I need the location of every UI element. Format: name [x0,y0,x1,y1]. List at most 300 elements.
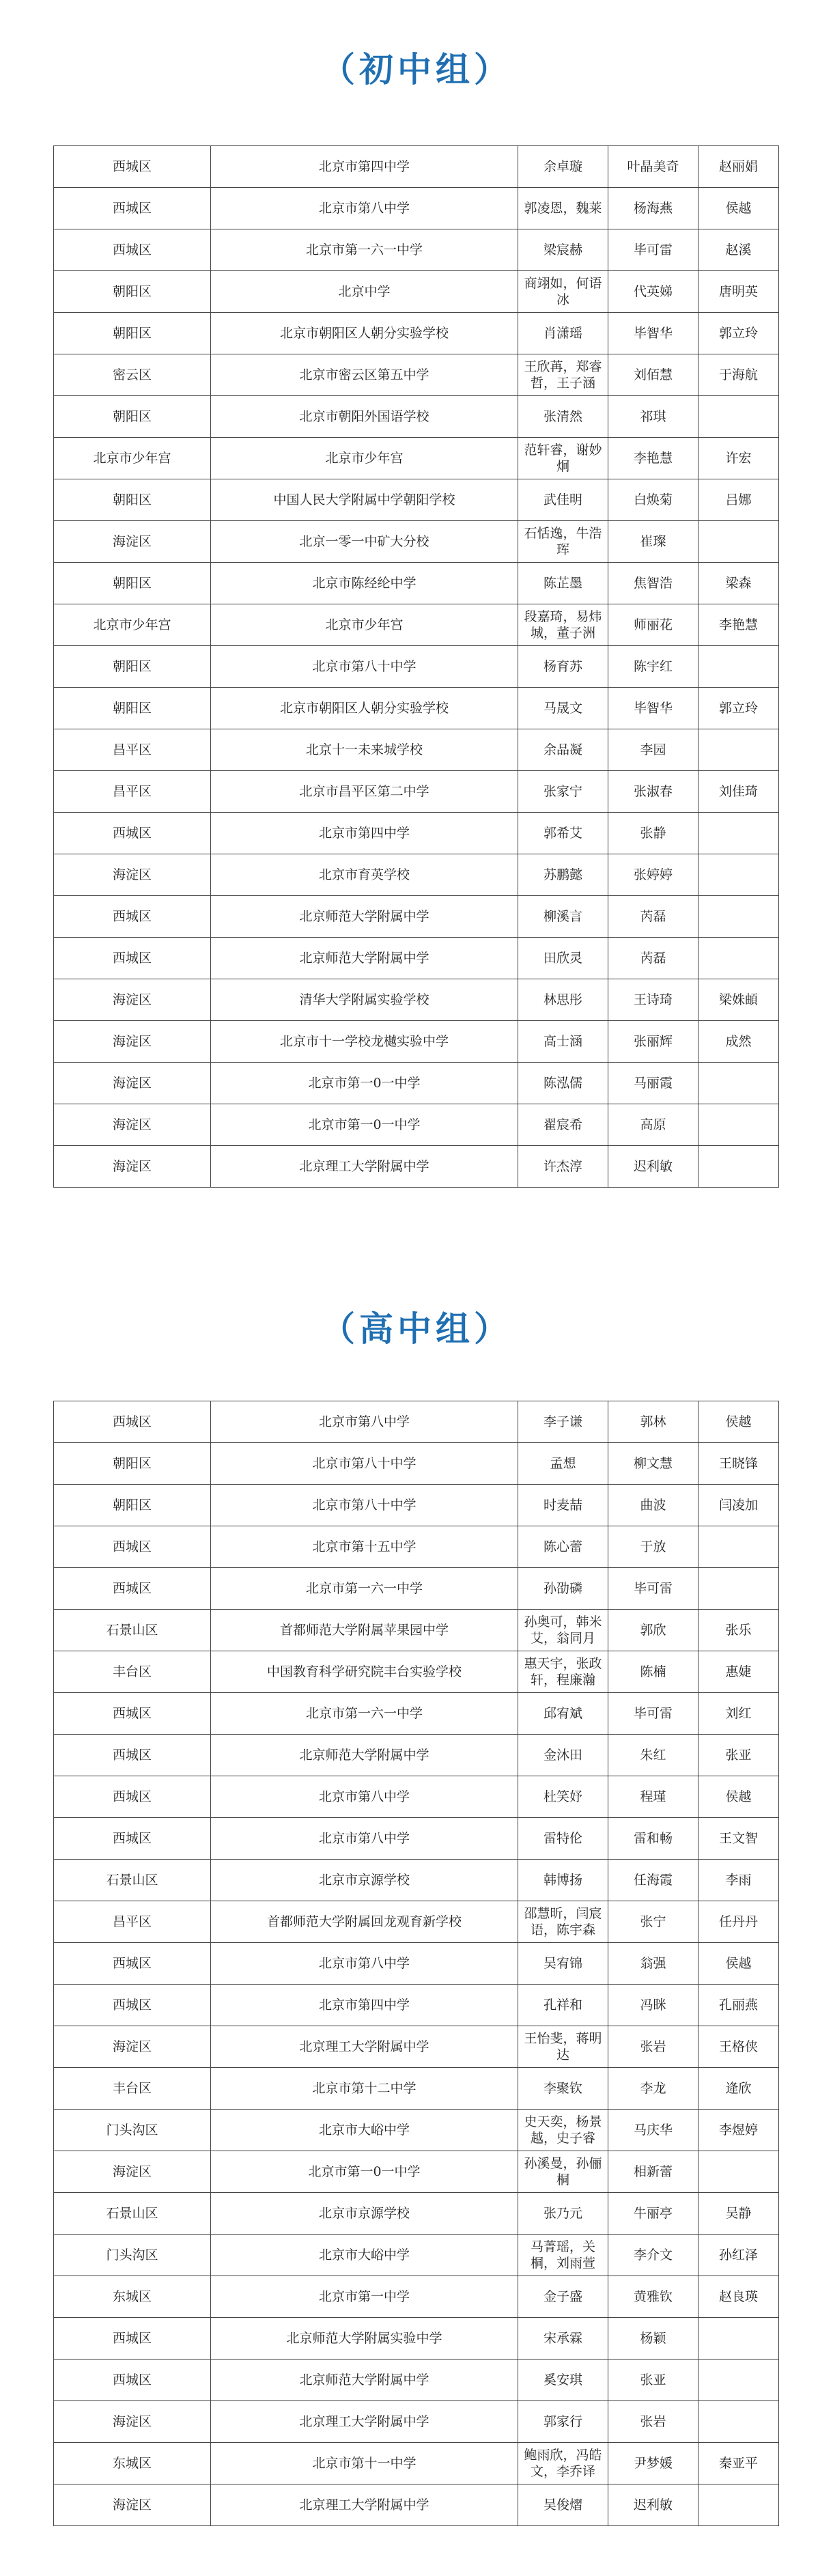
student-cell: 许杰淳 [518,1146,608,1188]
teacher-cell: 任海霞 [608,1860,698,1901]
student-cell: 时麦喆 [518,1485,608,1526]
district-cell: 西城区 [54,229,211,271]
table-row [54,2443,779,2484]
district-cell: 海淀区 [54,2151,211,2193]
table-row [54,563,779,604]
school-cell: 中国教育科学研究院丰台实验学校 [211,1651,518,1693]
teacher-cell: 雷和畅 [608,1818,698,1860]
teacher2-cell: 惠婕 [698,1651,779,1693]
student-cell: 郭希艾 [518,813,608,854]
district-cell: 西城区 [54,146,211,188]
teacher-cell: 崔璨 [608,521,698,563]
district-cell: 西城区 [54,1735,211,1776]
teacher-cell: 张丽辉 [608,1021,698,1063]
table-row [54,1443,779,1485]
teacher2-cell: 刘红 [698,1693,779,1735]
table-row [54,2068,779,2110]
teacher-cell: 师丽花 [608,604,698,646]
table-row [54,1943,779,1985]
student-cell: 王怡斐，蒋明达 [518,2026,608,2068]
school-cell: 北京市第一六一中学 [211,229,518,271]
student-cell: 马菁瑶，关桐，刘雨萱 [518,2235,608,2276]
teacher-cell: 陈楠 [608,1651,698,1693]
school-cell: 北京师范大学附属中学 [211,896,518,938]
table-row [54,688,779,729]
teacher-cell: 高原 [608,1104,698,1146]
school-cell: 北京市第一中学 [211,2276,518,2318]
student-cell: 惠天宇，张政轩，程廉瀚 [518,1651,608,1693]
student-cell: 商翊如，何语冰 [518,271,608,313]
teacher2-cell: 郭立玲 [698,688,779,729]
teacher2-cell: 闫凌加 [698,1485,779,1526]
teacher-cell: 郭欣 [608,1610,698,1651]
school-cell: 中国人民大学附属中学朝阳学校 [211,479,518,521]
teacher-cell: 毕可雷 [608,229,698,271]
teacher2-cell [698,2318,779,2360]
student-cell: 田欣灵 [518,938,608,979]
district-cell: 海淀区 [54,521,211,563]
teacher-cell: 张淑春 [608,771,698,813]
table-row [54,2235,779,2276]
table-row [54,1485,779,1526]
student-cell: 宋承霖 [518,2318,608,2360]
teacher-cell: 牛丽亭 [608,2193,698,2235]
teacher-cell: 朱红 [608,1735,698,1776]
student-cell: 杨育苏 [518,646,608,688]
student-cell: 柳溪言 [518,896,608,938]
student-cell: 苏鹏懿 [518,854,608,896]
district-cell: 朝阳区 [54,1485,211,1526]
teacher-cell: 迟利敏 [608,1146,698,1188]
school-cell: 北京市第一六一中学 [211,1693,518,1735]
teacher-cell: 祁琪 [608,396,698,438]
table-row [54,1021,779,1063]
school-cell: 北京市第一0一中学 [211,2151,518,2193]
teacher-cell: 李园 [608,729,698,771]
school-cell: 北京市第十一中学 [211,2443,518,2484]
student-cell: 肖潇瑶 [518,313,608,354]
district-cell: 海淀区 [54,1104,211,1146]
table-row [54,1860,779,1901]
district-cell: 北京市少年宫 [54,604,211,646]
district-cell: 西城区 [54,1776,211,1818]
school-cell: 北京市第一六一中学 [211,1568,518,1610]
school-cell: 北京市第十五中学 [211,1526,518,1568]
table-row [54,646,779,688]
student-cell: 邱宥斌 [518,1693,608,1735]
school-cell: 首都师范大学附属苹果园中学 [211,1610,518,1651]
student-cell: 段嘉琦，易炜城，董子洲 [518,604,608,646]
junior-section-title: （初中组） [321,50,512,89]
student-cell: 武佳明 [518,479,608,521]
teacher-cell: 李龙 [608,2068,698,2110]
teacher2-cell: 王文智 [698,1818,779,1860]
teacher-cell: 尹梦媛 [608,2443,698,2484]
school-cell: 北京市第八十中学 [211,646,518,688]
student-cell: 孙奥可，韩米艾，翁同月 [518,1610,608,1651]
teacher-cell: 张静 [608,813,698,854]
teacher-cell: 毕智华 [608,688,698,729]
student-cell: 奚安琪 [518,2360,608,2401]
district-cell: 朝阳区 [54,396,211,438]
district-cell: 西城区 [54,2360,211,2401]
table-row [54,354,779,396]
teacher-cell: 芮磊 [608,938,698,979]
district-cell: 朝阳区 [54,313,211,354]
table-row [54,188,779,229]
teacher2-cell [698,896,779,938]
table-row [54,479,779,521]
teacher-cell: 张亚 [608,2360,698,2401]
district-cell: 西城区 [54,1693,211,1735]
teacher-cell: 曲波 [608,1485,698,1526]
table-row [54,271,779,313]
teacher2-cell [698,1063,779,1104]
teacher2-cell: 张乐 [698,1610,779,1651]
teacher2-cell [698,1104,779,1146]
student-cell: 余品凝 [518,729,608,771]
district-cell: 海淀区 [54,1021,211,1063]
school-cell: 北京理工大学附属中学 [211,2401,518,2443]
school-cell: 北京师范大学附属中学 [211,2360,518,2401]
district-cell: 海淀区 [54,979,211,1021]
school-cell: 北京市第八十中学 [211,1443,518,1485]
student-cell: 翟宸希 [518,1104,608,1146]
teacher-cell: 杨海燕 [608,188,698,229]
teacher2-cell: 许宏 [698,438,779,479]
school-cell: 北京市育英学校 [211,854,518,896]
teacher2-cell [698,813,779,854]
student-cell: 林思彤 [518,979,608,1021]
district-cell: 西城区 [54,938,211,979]
school-cell: 北京中学 [211,271,518,313]
district-cell: 石景山区 [54,2193,211,2235]
teacher2-cell [698,729,779,771]
teacher-cell: 迟利敏 [608,2484,698,2526]
school-cell: 北京市少年宫 [211,438,518,479]
teacher-cell: 李介文 [608,2235,698,2276]
table-row [54,771,779,813]
student-cell: 陈心蕾 [518,1526,608,1568]
student-cell: 鲍雨欣，冯皓文，李乔译 [518,2443,608,2484]
teacher2-cell: 赵溪 [698,229,779,271]
school-cell: 北京市朝阳外国语学校 [211,396,518,438]
teacher2-cell: 孙红泽 [698,2235,779,2276]
student-cell: 孙溪曼，孙俪桐 [518,2151,608,2193]
district-cell: 东城区 [54,2276,211,2318]
table-row [54,1651,779,1693]
table-row [54,1693,779,1735]
table-row [54,1401,779,1443]
table-row [54,938,779,979]
table-row [54,1104,779,1146]
teacher-cell: 芮磊 [608,896,698,938]
district-cell: 朝阳区 [54,646,211,688]
school-cell: 北京师范大学附属中学 [211,938,518,979]
school-cell: 北京市第四中学 [211,813,518,854]
teacher2-cell: 赵良瑛 [698,2276,779,2318]
table-row [54,1901,779,1943]
school-cell: 北京市第一0一中学 [211,1104,518,1146]
school-cell: 北京市大峪中学 [211,2110,518,2151]
district-cell: 昌平区 [54,1901,211,1943]
school-cell: 北京市第四中学 [211,1985,518,2026]
district-cell: 西城区 [54,896,211,938]
teacher2-cell: 侯越 [698,1776,779,1818]
teacher-cell: 马丽霞 [608,1063,698,1104]
table-row [54,146,779,188]
table-row [54,396,779,438]
student-cell: 孟想 [518,1443,608,1485]
table-row [54,2193,779,2235]
student-cell: 马晟文 [518,688,608,729]
table-row [54,1146,779,1188]
teacher2-cell: 刘佳琦 [698,771,779,813]
table-row [54,729,779,771]
district-cell: 海淀区 [54,854,211,896]
district-cell: 北京市少年宫 [54,438,211,479]
teacher2-cell: 王晓锋 [698,1443,779,1485]
teacher2-cell: 梁森 [698,563,779,604]
student-cell: 王欣苒，郑睿哲，王子涵 [518,354,608,396]
teacher2-cell: 李艳慧 [698,604,779,646]
district-cell: 丰台区 [54,2068,211,2110]
teacher2-cell [698,1568,779,1610]
teacher2-cell [698,854,779,896]
table-row [54,854,779,896]
student-cell: 雷特伦 [518,1818,608,1860]
teacher2-cell [698,1146,779,1188]
student-cell: 石恬逸，牛浩珲 [518,521,608,563]
student-cell: 杜笑妤 [518,1776,608,1818]
school-cell: 北京市第八中学 [211,1943,518,1985]
student-cell: 孔祥和 [518,1985,608,2026]
table-row [54,1735,779,1776]
district-cell: 西城区 [54,1985,211,2026]
teacher2-cell: 孔丽燕 [698,1985,779,2026]
table-row [54,2276,779,2318]
school-cell: 北京市第十二中学 [211,2068,518,2110]
student-cell: 郭家行 [518,2401,608,2443]
student-cell: 张家宁 [518,771,608,813]
teacher-cell: 毕智华 [608,313,698,354]
teacher-cell: 冯眯 [608,1985,698,2026]
student-cell: 余卓璇 [518,146,608,188]
teacher-cell: 毕可雷 [608,1568,698,1610]
table-row [54,1776,779,1818]
teacher2-cell [698,2401,779,2443]
teacher-cell: 黄雅钦 [608,2276,698,2318]
student-cell: 李子谦 [518,1401,608,1443]
table-row [54,438,779,479]
school-cell: 北京市第四中学 [211,146,518,188]
teacher-cell: 张岩 [608,2026,698,2068]
school-cell: 北京十一未来城学校 [211,729,518,771]
teacher-cell: 张宁 [608,1901,698,1943]
student-cell: 韩博扬 [518,1860,608,1901]
district-cell: 西城区 [54,1818,211,1860]
table-row [54,313,779,354]
student-cell: 金沐田 [518,1735,608,1776]
school-cell: 北京市昌平区第二中学 [211,771,518,813]
teacher-cell: 刘佰慧 [608,354,698,396]
district-cell: 门头沟区 [54,2235,211,2276]
table-row [54,2026,779,2068]
teacher2-cell: 侯越 [698,1401,779,1443]
table-row [54,813,779,854]
teacher-cell: 陈宇红 [608,646,698,688]
teacher2-cell [698,646,779,688]
table-row [54,2151,779,2193]
teacher2-cell: 梁姝頔 [698,979,779,1021]
district-cell: 朝阳区 [54,688,211,729]
school-cell: 北京市第八十中学 [211,1485,518,1526]
table-row [54,604,779,646]
district-cell: 海淀区 [54,1063,211,1104]
table-row [54,2318,779,2360]
district-cell: 朝阳区 [54,563,211,604]
school-cell: 北京市第一0一中学 [211,1063,518,1104]
teacher2-cell: 王格侠 [698,2026,779,2068]
school-cell: 北京市密云区第五中学 [211,354,518,396]
student-cell: 高士涵 [518,1021,608,1063]
school-cell: 北京市第八中学 [211,188,518,229]
teacher-cell: 代英娣 [608,271,698,313]
teacher2-cell: 任丹丹 [698,1901,779,1943]
teacher-cell: 郭林 [608,1401,698,1443]
school-cell: 北京市朝阳区人朝分实验学校 [211,313,518,354]
district-cell: 西城区 [54,188,211,229]
district-cell: 石景山区 [54,1860,211,1901]
table-row [54,229,779,271]
student-cell: 孙劭磷 [518,1568,608,1610]
table-row [54,979,779,1021]
teacher-cell: 马庆华 [608,2110,698,2151]
district-cell: 海淀区 [54,2401,211,2443]
school-cell: 北京一零一中矿大分校 [211,521,518,563]
school-cell: 北京市第八中学 [211,1818,518,1860]
teacher2-cell [698,396,779,438]
teacher-cell: 张岩 [608,2401,698,2443]
student-cell: 吴宥锦 [518,1943,608,1985]
teacher-cell: 相新蕾 [608,2151,698,2193]
table-row [54,1610,779,1651]
student-cell: 陈芷墨 [518,563,608,604]
school-cell: 清华大学附属实验学校 [211,979,518,1021]
teacher2-cell [698,521,779,563]
table-row [54,521,779,563]
teacher-cell: 于放 [608,1526,698,1568]
student-cell: 郭凌恩，魏莱 [518,188,608,229]
teacher2-cell: 秦亚平 [698,2443,779,2484]
junior-roster-table [53,145,779,1188]
table-row [54,2360,779,2401]
student-cell: 梁宸赫 [518,229,608,271]
school-cell: 北京市少年宫 [211,604,518,646]
district-cell: 西城区 [54,1401,211,1443]
district-cell: 昌平区 [54,771,211,813]
senior-roster-table [53,1401,779,2526]
table-row [54,2484,779,2526]
table-row [54,1063,779,1104]
teacher-cell: 杨颖 [608,2318,698,2360]
table-row [54,2401,779,2443]
teacher-cell: 柳文慧 [608,1443,698,1485]
teacher2-cell: 吕娜 [698,479,779,521]
district-cell: 丰台区 [54,1651,211,1693]
school-cell: 北京市陈经纶中学 [211,563,518,604]
school-cell: 北京理工大学附属中学 [211,2026,518,2068]
school-cell: 北京市朝阳区人朝分实验学校 [211,688,518,729]
district-cell: 西城区 [54,2318,211,2360]
teacher2-cell [698,2360,779,2401]
school-cell: 北京理工大学附属中学 [211,2484,518,2526]
teacher2-cell [698,2484,779,2526]
district-cell: 海淀区 [54,1146,211,1188]
student-cell: 陈泓儒 [518,1063,608,1104]
student-cell: 吴俊熠 [518,2484,608,2526]
district-cell: 密云区 [54,354,211,396]
teacher2-cell: 成然 [698,1021,779,1063]
teacher-cell: 白焕菊 [608,479,698,521]
student-cell: 李聚钦 [518,2068,608,2110]
student-cell: 史天奕，杨景越，史子睿 [518,2110,608,2151]
district-cell: 朝阳区 [54,271,211,313]
student-cell: 范轩睿，谢妙炯 [518,438,608,479]
teacher2-cell: 李煜婷 [698,2110,779,2151]
teacher-cell: 李艳慧 [608,438,698,479]
table-row [54,1568,779,1610]
school-cell: 北京市第八中学 [211,1776,518,1818]
table-row [54,1818,779,1860]
table-row [54,1985,779,2026]
teacher2-cell: 李雨 [698,1860,779,1901]
school-cell: 北京市京源学校 [211,2193,518,2235]
district-cell: 西城区 [54,1526,211,1568]
student-cell: 张清然 [518,396,608,438]
district-cell: 朝阳区 [54,1443,211,1485]
district-cell: 西城区 [54,813,211,854]
teacher2-cell: 郭立玲 [698,313,779,354]
senior-section-title: （高中组） [321,1309,512,1349]
school-cell: 北京市十一学校龙樾实验中学 [211,1021,518,1063]
district-cell: 海淀区 [54,2484,211,2526]
teacher2-cell [698,938,779,979]
teacher2-cell: 唐明英 [698,271,779,313]
school-cell: 北京理工大学附属中学 [211,1146,518,1188]
district-cell: 东城区 [54,2443,211,2484]
table-row [54,1526,779,1568]
school-cell: 北京师范大学附属中学 [211,1735,518,1776]
teacher2-cell [698,1526,779,1568]
teacher2-cell [698,2151,779,2193]
school-cell: 首都师范大学附属回龙观育新学校 [211,1901,518,1943]
student-cell: 张乃元 [518,2193,608,2235]
district-cell: 门头沟区 [54,2110,211,2151]
teacher-cell: 毕可雷 [608,1693,698,1735]
school-cell: 北京市第八中学 [211,1401,518,1443]
teacher2-cell: 逄欣 [698,2068,779,2110]
teacher-cell: 张婷婷 [608,854,698,896]
teacher2-cell: 张亚 [698,1735,779,1776]
teacher2-cell: 赵丽娟 [698,146,779,188]
teacher-cell: 焦智浩 [608,563,698,604]
teacher2-cell: 吴静 [698,2193,779,2235]
table-row [54,2110,779,2151]
table-row [54,896,779,938]
student-cell: 邵慧昕，闫宸语，陈宇森 [518,1901,608,1943]
district-cell: 朝阳区 [54,479,211,521]
